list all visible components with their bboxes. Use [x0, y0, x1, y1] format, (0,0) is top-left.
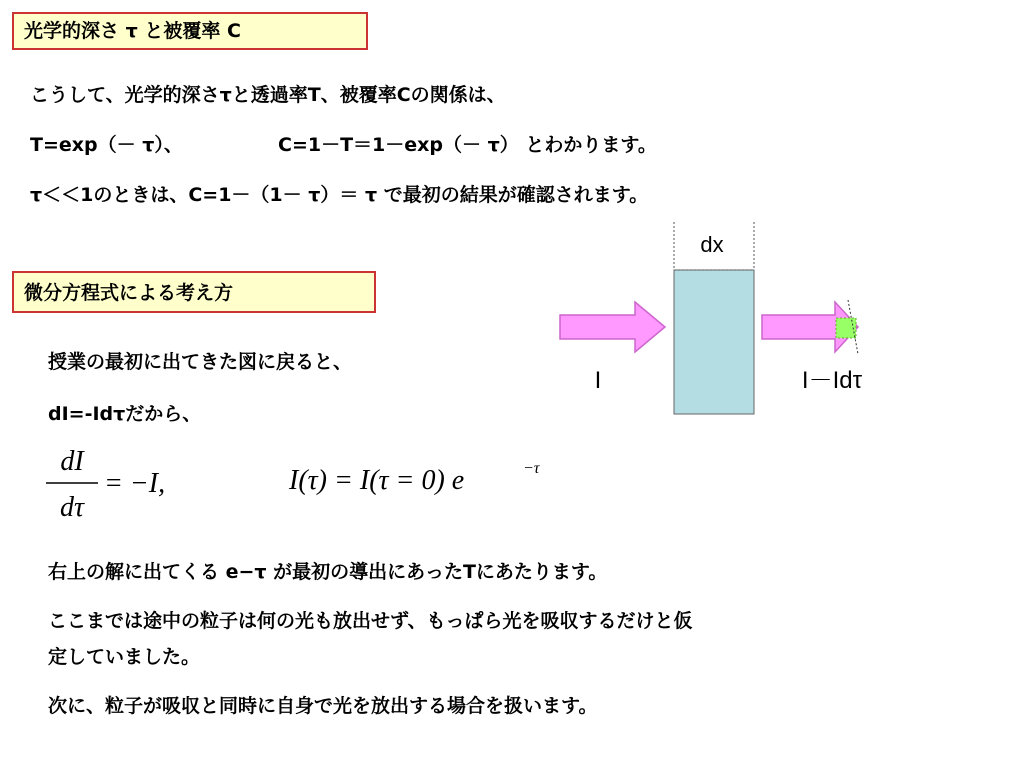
- dI-relation-line: dI=-Idτだから、: [48, 403, 202, 425]
- dx-label: dx: [700, 232, 724, 257]
- eq1-rhs: = −I,: [104, 468, 166, 499]
- next-topic-line: 次に、粒子が吸収と同時に自身で光を放出する場合を扱います。: [48, 695, 598, 717]
- incident-intensity-label: I: [594, 367, 602, 394]
- return-to-figure-line: 授業の最初に出てきた図に戻ると、: [48, 351, 353, 373]
- transmitted-intensity-label: I－Idτ: [801, 367, 863, 394]
- coverage-equation: C=1－T＝1－exp（－ τ） とわかります。: [278, 134, 657, 156]
- eq1-denominator: dτ: [59, 492, 85, 523]
- medium-slab: [674, 270, 754, 414]
- eq2-exponent: −τ: [523, 460, 540, 477]
- intro-line: こうして、光学的深さτと透過率T、被覆率Cの関係は、: [30, 84, 506, 106]
- eq1-numerator: dI: [60, 446, 84, 477]
- solution-equation: [285, 455, 555, 505]
- slab-diagram: [550, 222, 890, 422]
- eq2-main: I(τ) = I(τ = 0) e: [289, 465, 465, 496]
- solution-note-line: 右上の解に出てくる e−τ が最初の導出にあったTにあたります。: [48, 561, 608, 583]
- incident-arrow: [560, 302, 665, 352]
- assumption-line-2: 定していました。: [48, 646, 201, 668]
- transmission-equation: T=exp（－ τ）、: [30, 134, 183, 156]
- section-title-optical-depth: 光学的深さ τ と被覆率 C: [12, 12, 368, 50]
- assumption-line-1: ここまでは途中の粒子は何の光も放出せず、もっぱら光を吸収するだけと仮: [48, 610, 693, 632]
- section-title-differential: 微分方程式による考え方: [12, 271, 376, 313]
- differential-equation: [40, 440, 240, 530]
- small-tau-line: τ＜＜1のときは、C=1－（1－ τ）＝ τ で最初の結果が確認されます。: [30, 184, 649, 206]
